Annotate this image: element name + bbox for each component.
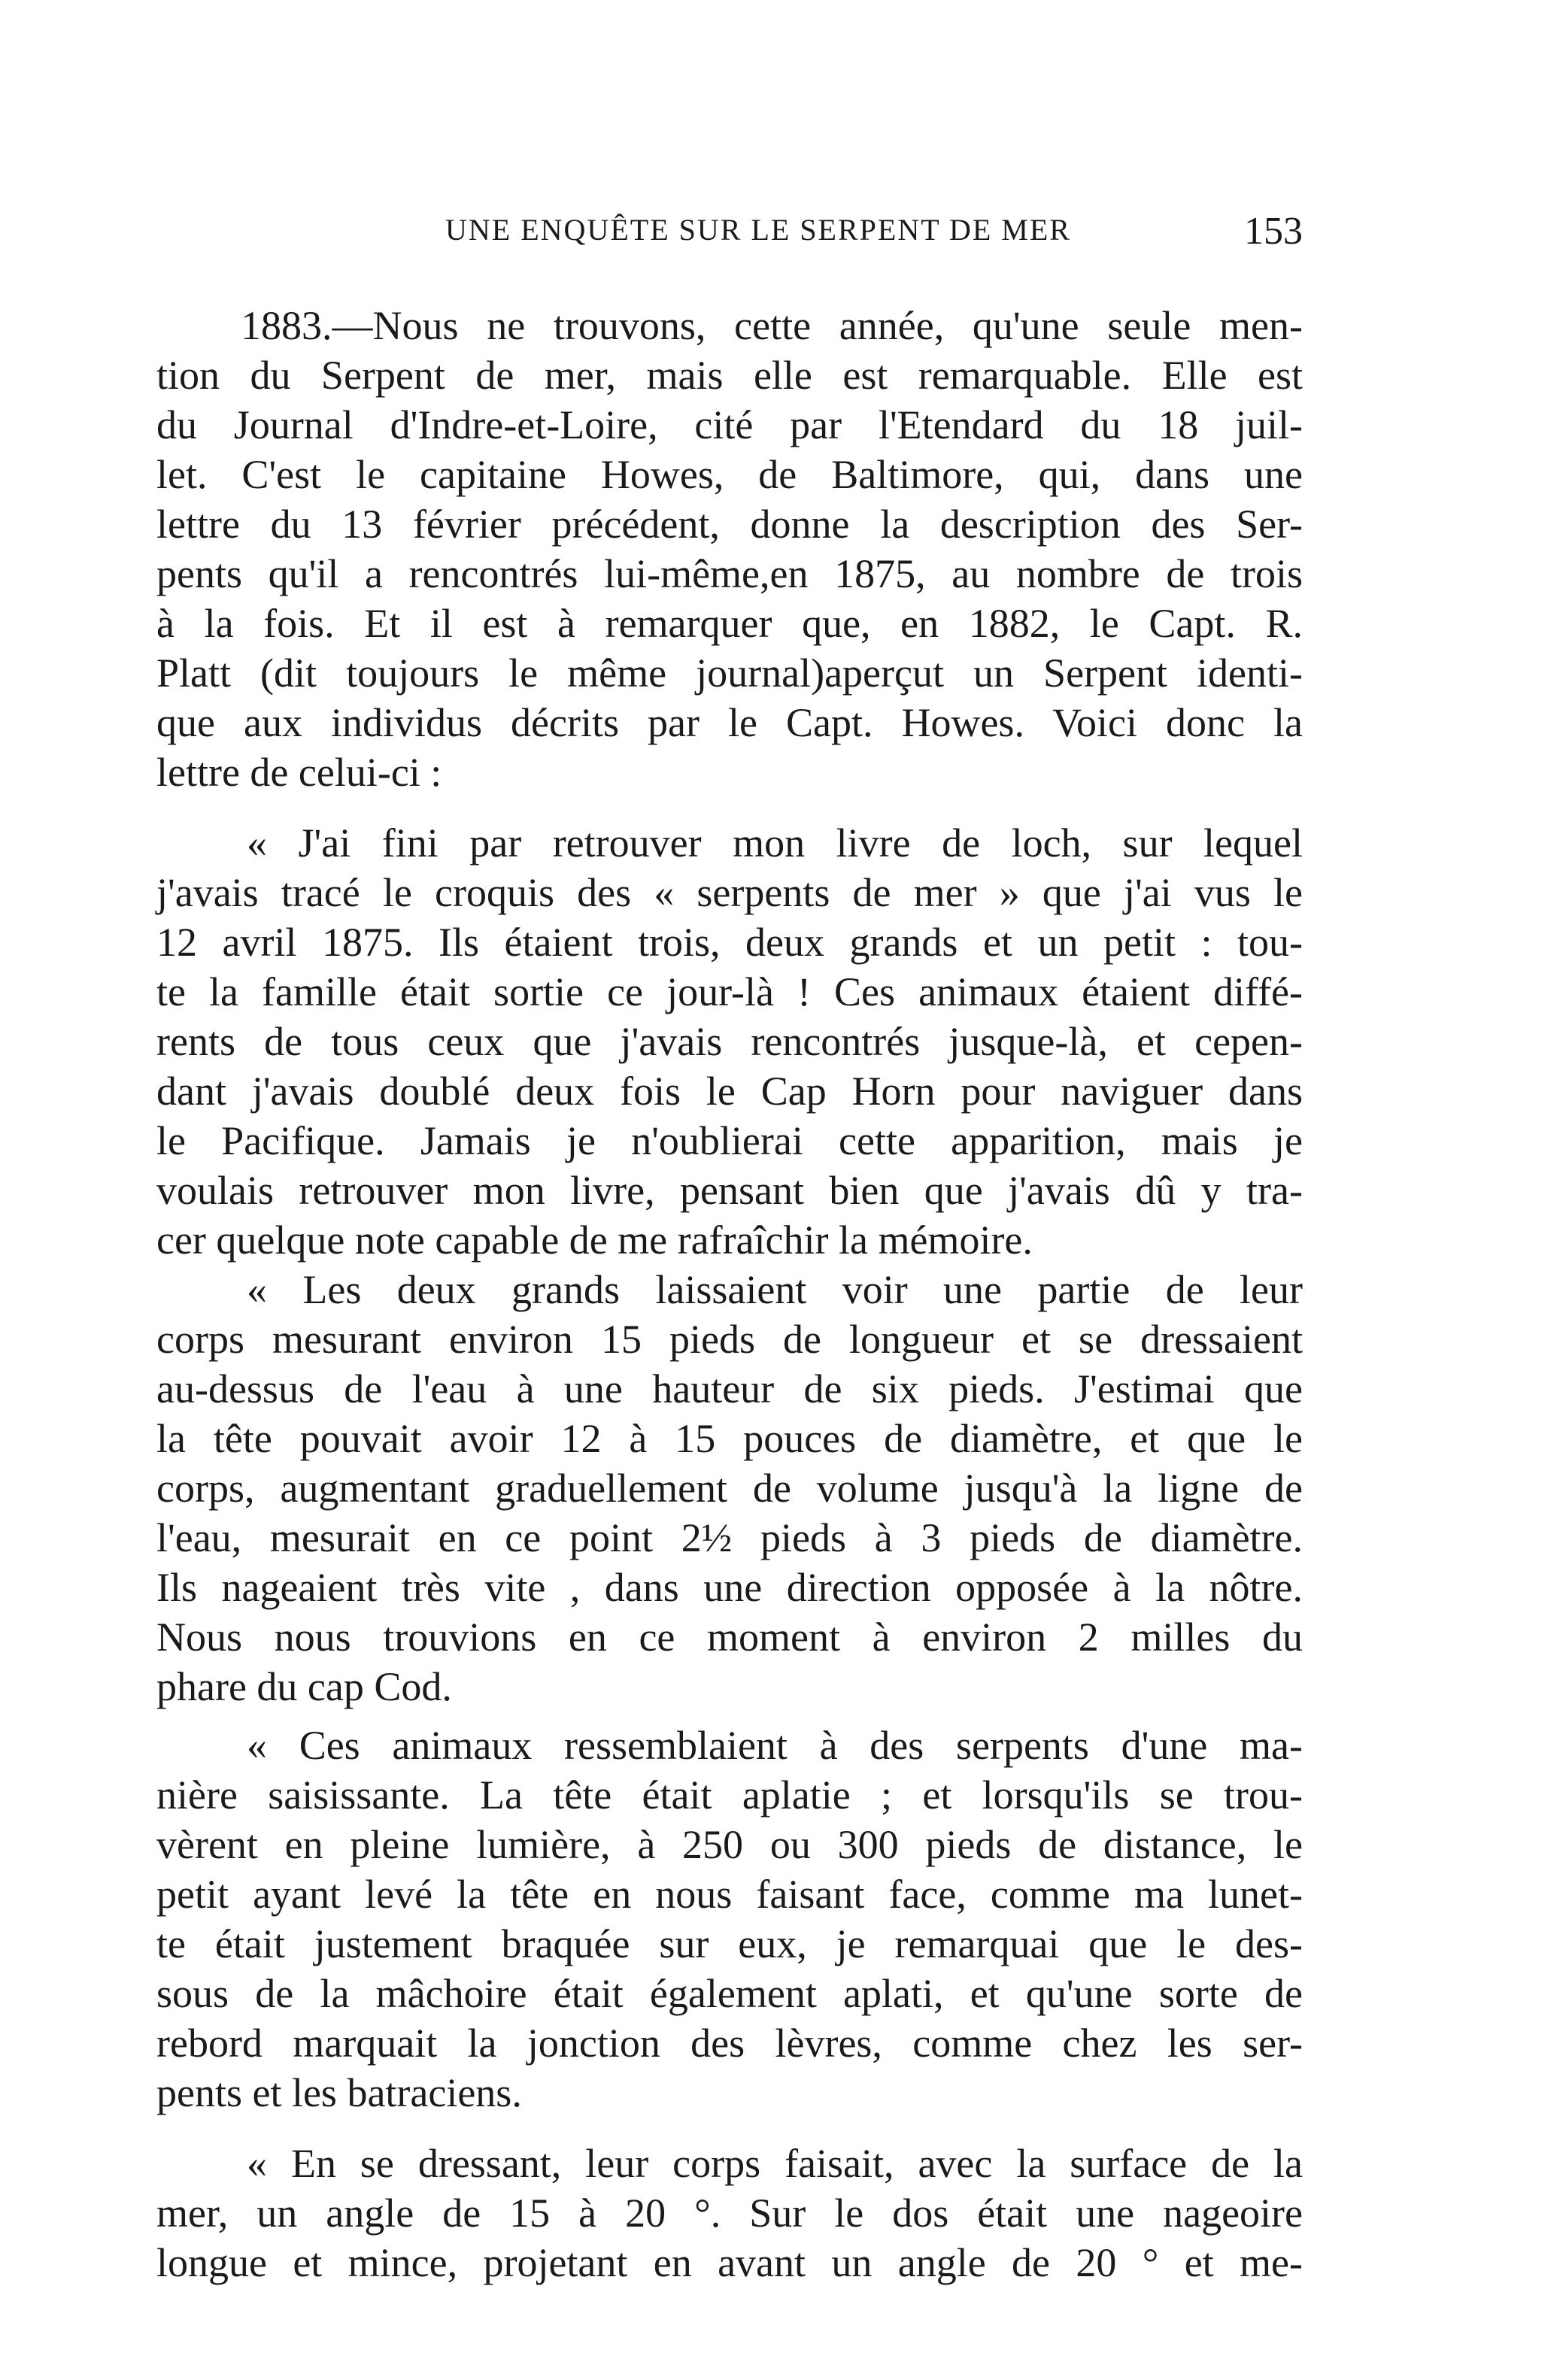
- text-line: rebord marquait la jonction des lèvres, comme chez les ser-: [156, 2021, 1303, 2066]
- paragraph-gap: [156, 2118, 1303, 2139]
- text-line: tion du Serpent de mer, mais elle est remarquable. Elle est: [156, 353, 1303, 398]
- text-line: petit ayant levé la tête en nous faisant face, comme ma lunet-: [156, 1872, 1303, 1917]
- paragraph-gap: [156, 1711, 1303, 1721]
- paragraph: [156, 301, 1303, 797]
- text-line: cer quelque note capable de me rafraîchir la mémoire.: [156, 1217, 1033, 1263]
- text-line: te la famille était sortie ce jour-là ! Ces animaux étaient diffé-: [156, 969, 1303, 1014]
- text-line: 12 avril 1875. Ils étaient trois, deux grands et un petit : tou-: [156, 920, 1303, 965]
- text-line: « J'ai fini par retrouver mon livre de loch, sur lequel: [247, 820, 1303, 866]
- running-title: UNE ENQUÊTE SUR LE SERPENT DE MER: [445, 213, 1071, 247]
- paragraph: [156, 818, 1303, 1265]
- text-line: pents qu'il a rencontrés lui-même,en 1875, au nombre de trois: [156, 551, 1303, 596]
- text-line: Nous nous trouvions en ce moment à environ 2 milles du: [156, 1614, 1303, 1660]
- text-line: let. C'est le capitaine Howes, de Baltimore, qui, dans une: [156, 452, 1303, 497]
- text-line: corps, augmentant graduellement de volume jusqu'à la ligne de: [156, 1466, 1303, 1511]
- text-line: « Les deux grands laissaient voir une partie de leur: [247, 1267, 1303, 1312]
- text-line: au-dessus de l'eau à une hauteur de six pieds. J'estimai que: [156, 1366, 1303, 1411]
- text-line: que aux individus décrits par le Capt. Howes. Voici donc la: [156, 700, 1303, 745]
- text-line: la tête pouvait avoir 12 à 15 pouces de diamètre, et que le: [156, 1416, 1303, 1461]
- text-line: j'avais tracé le croquis des « serpents de mer » que j'ai vus le: [156, 870, 1303, 915]
- text-line: sous de la mâchoire était également aplati, et qu'une sorte de: [156, 1971, 1303, 2016]
- text-line: mer, un angle de 15 à 20 °. Sur le dos était une nageoire: [156, 2191, 1303, 2236]
- text-line: Ils nageaient très vite , dans une direction opposée à la nôtre.: [156, 1565, 1303, 1610]
- text-line: le Pacifique. Jamais je n'oublierai cette apparition, mais je: [156, 1118, 1303, 1163]
- text-line: « Ces animaux ressemblaient à des serpents d'une ma-: [247, 1723, 1303, 1768]
- text-line: Platt (dit toujours le même journal)aperçut un Serpent identi-: [156, 650, 1303, 696]
- text-line: lettre du 13 février précédent, donne la description des Ser-: [156, 502, 1303, 547]
- paragraph: [156, 1265, 1303, 1711]
- paragraph-gap: [156, 797, 1303, 818]
- paragraph: [156, 1721, 1303, 2118]
- text-line: l'eau, mesurait en ce point 2½ pieds à 3 pieds de diamètre.: [156, 1515, 1303, 1560]
- text-line: corps mesurant environ 15 pieds de longueur et se dressaient: [156, 1317, 1303, 1362]
- text-line: voulais retrouver mon livre, pensant bien que j'avais dû y tra-: [156, 1168, 1303, 1213]
- text-line: du Journal d'Indre-et-Loire, cité par l'Etendard du 18 juil-: [156, 402, 1303, 447]
- text-line: vèrent en pleine lumière, à 250 ou 300 pieds de distance, le: [156, 1822, 1303, 1867]
- text-line: pents et les batraciens.: [156, 2070, 522, 2115]
- text-line: te était justement braquée sur eux, je remarquai que le des-: [156, 1921, 1303, 1966]
- paragraph: [156, 2139, 1303, 2288]
- text-line: « En se dressant, leur corps faisait, avec la surface de la: [247, 2141, 1303, 2186]
- text-line: longue et mince, projetant en avant un angle de 20 ° et me-: [156, 2240, 1303, 2285]
- text-line: 1883.—Nous ne trouvons, cette année, qu'une seule men-: [241, 303, 1303, 348]
- text-line: phare du cap Cod.: [156, 1664, 452, 1709]
- text-line: rents de tous ceux que j'avais rencontrés jusque-là, et cepen-: [156, 1019, 1303, 1064]
- text-line: dant j'avais doublé deux fois le Cap Horn pour naviguer dans: [156, 1069, 1303, 1114]
- body-text: [156, 301, 1303, 2288]
- text-line: nière saisissante. La tête était aplatie ; et lorsqu'ils se trou-: [156, 1772, 1303, 1818]
- text-line: lettre de celui-ci :: [156, 750, 442, 795]
- text-line: à la fois. Et il est à remarquer que, en 1882, le Capt. R.: [156, 601, 1303, 646]
- page-number: 153: [1244, 210, 1303, 253]
- running-head: [156, 212, 1303, 265]
